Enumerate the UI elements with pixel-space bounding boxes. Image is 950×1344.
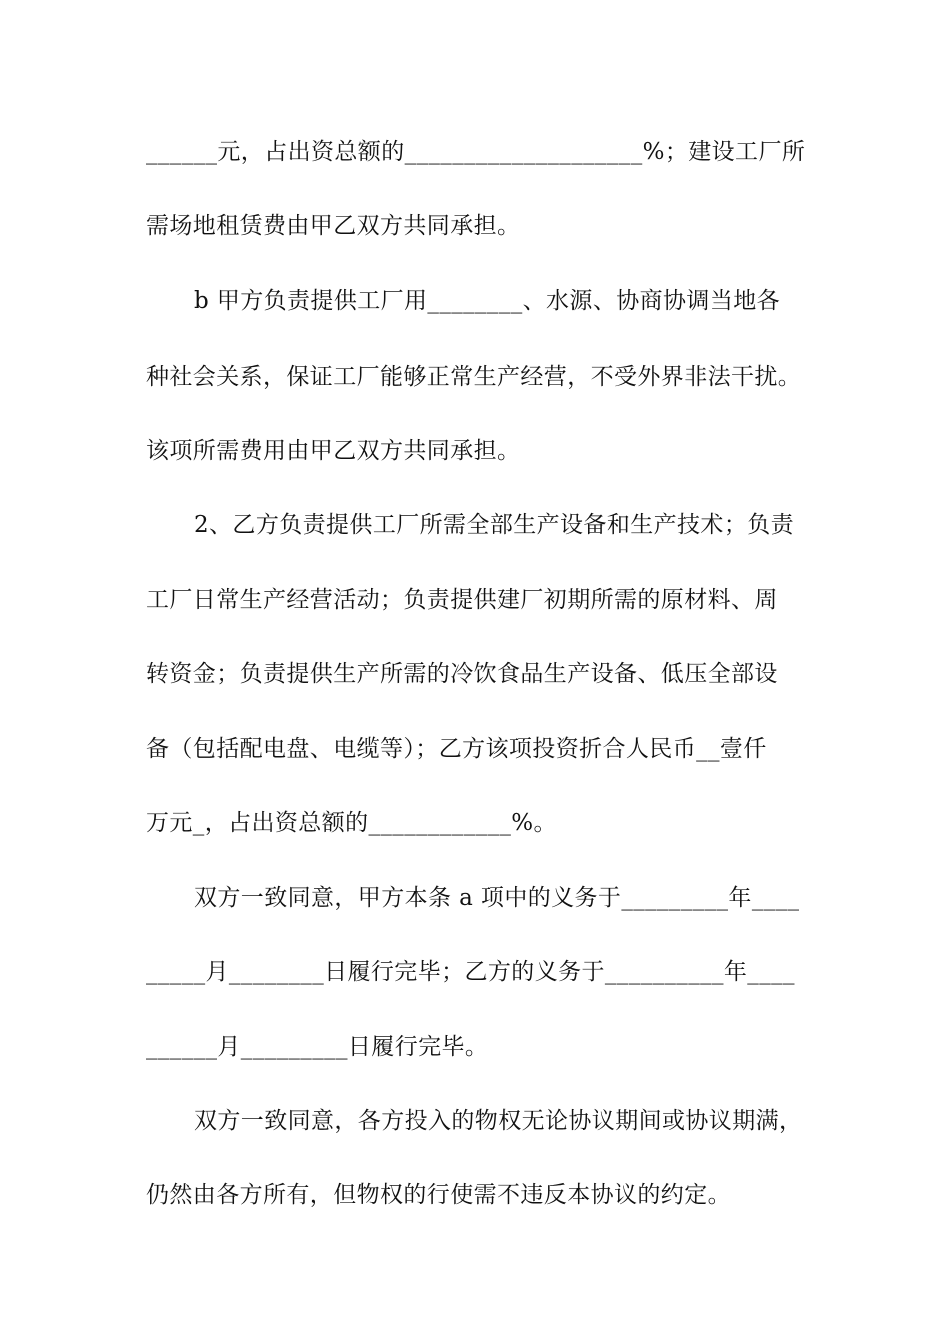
text-line-6: 2、乙方负责提供工厂所需全部生产设备和生产技术；负责 bbox=[194, 512, 795, 538]
text-line-15: 仍然由各方所有，但物权的行使需不违反本协议的约定。 bbox=[146, 1182, 731, 1208]
text-line-12: _____月________日履行完毕；乙方的义务于__________年____ bbox=[146, 959, 795, 985]
text-line-7: 工厂日常生产经营活动；负责提供建厂初期所需的原材料、周 bbox=[146, 587, 778, 613]
text-line-10: 万元_，占出资总额的____________%。 bbox=[146, 810, 557, 836]
text-line-9: 备（包括配电盘、电缆等）；乙方该项投资折合人民币__壹仟 bbox=[146, 736, 767, 762]
text-line-3: b 甲方负责提供工厂用________、水源、协商协调当地各 bbox=[194, 288, 781, 314]
text-line-1: ______元，占出资总额的____________________%；建设工厂所 bbox=[146, 139, 806, 165]
text-line-5: 该项所需费用由甲乙双方共同承担。 bbox=[146, 438, 521, 464]
text-line-4: 种社会关系，保证工厂能够正常生产经营，不受外界非法干扰。 bbox=[146, 364, 802, 390]
text-line-11: 双方一致同意，甲方本条 a 项中的义务于_________年____ bbox=[194, 885, 800, 911]
text-line-14: 双方一致同意，各方投入的物权无论协议期间或协议期满， bbox=[194, 1108, 803, 1134]
text-line-13: ______月_________日履行完毕。 bbox=[146, 1034, 489, 1060]
text-line-2: 需场地租赁费由甲乙双方共同承担。 bbox=[146, 213, 521, 239]
text-line-8: 转资金；负责提供生产所需的冷饮食品生产设备、低压全部设 bbox=[146, 661, 778, 687]
